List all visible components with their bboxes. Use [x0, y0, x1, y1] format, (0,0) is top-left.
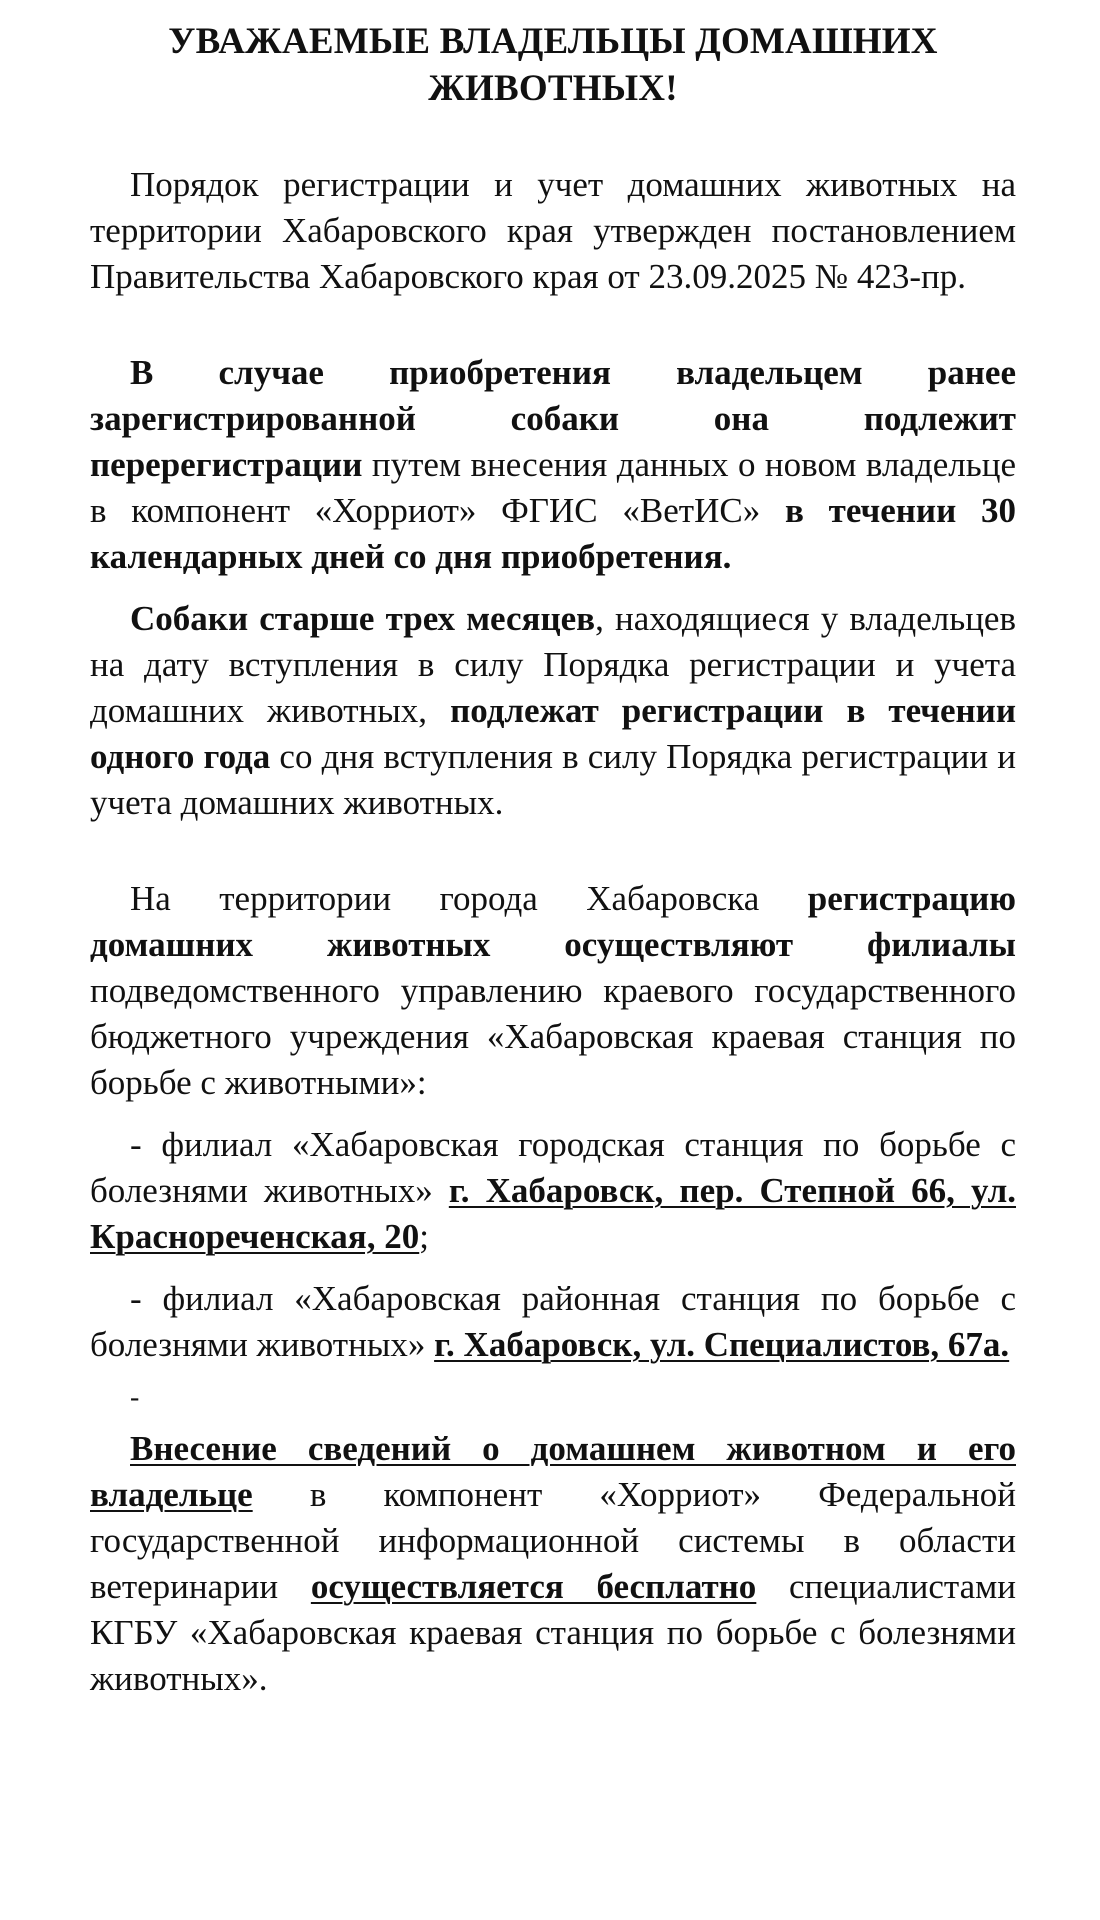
page-title	[90, 18, 1016, 112]
dogs-bold-1: Собаки старше трех месяцев	[130, 599, 596, 638]
branch-city-end: ;	[419, 1217, 429, 1256]
dogs-text-2: со дня вступления в силу Порядка регистрации и учета домашних животных.	[90, 737, 1016, 822]
paragraph-reregistration	[90, 350, 1016, 580]
branch-city-address: г. Хабаровск, пер. Степной 66, ул. Краснореченская, 20	[90, 1171, 1016, 1256]
free-registration-bold-underline-2: осуществляется бесплатно	[310, 1567, 757, 1606]
paragraph-registration-branches	[90, 876, 1016, 1106]
branches-text-1: На территории города Хабаровска	[130, 879, 808, 918]
free-registration-text-1: в компонент «Хорриот» Федеральной государственной информационной системы в области ветеринарии	[90, 1475, 1016, 1606]
paragraph-free-registration	[90, 1426, 1016, 1702]
free-registration-bold-underline-1: Внесение сведений о домашнем животном и его владельце	[90, 1429, 1016, 1514]
branch-district-text: - филиал «Хабаровская районная станция по борьбе с болезнями животных»	[90, 1279, 1016, 1364]
branch-city-text: - филиал «Хабаровская городская станция по борьбе с болезнями животных»	[90, 1125, 1016, 1210]
registration-order-text: Порядок регистрации и учет домашних животных на территории Хабаровского края утвержден постановлением Правительства Хабаровского края от 23.09.2025 № 423-пр.	[90, 165, 1016, 296]
dogs-bold-2: подлежат регистрации в течении одного года	[90, 691, 1017, 776]
title-line-2: ЖИВОТНЫХ!	[428, 68, 678, 109]
branch-city-station	[90, 1122, 1016, 1260]
paragraph-registration-order	[90, 162, 1016, 300]
title-line-1: УВАЖАЕМЫЕ ВЛАДЕЛЬЦЫ ДОМАШНИХ	[168, 21, 938, 62]
branches-text-2: подведомственного управлению краевого государственного бюджетного учреждения «Хабаровская краевая станция по борьбе с животными»:	[90, 971, 1016, 1102]
reregistration-text-1: путем внесения данных о новом владельце в компонент «Хорриот» ФГИС «ВетИС»	[90, 445, 1016, 530]
branches-bold-1: регистрацию домашних животных осуществляют филиалы	[90, 879, 1016, 964]
free-registration-text-2: специалистами КГБУ «Хабаровская краевая станция по борьбе с болезнями животных».	[90, 1567, 1016, 1698]
branch-district-station	[90, 1276, 1016, 1368]
branch-district-address: г. Хабаровск, ул. Специалистов, 67а.	[434, 1325, 1010, 1364]
separator-dash-text: -	[130, 1382, 140, 1413]
dogs-text-1: , находящиеся у владельцев на дату вступления в силу Порядка регистрации и учета домашних животных,	[90, 599, 1016, 730]
reregistration-bold-2: в течении 30 календарных дней со дня приобретения.	[90, 491, 1017, 576]
separator-dash	[90, 1380, 1016, 1416]
reregistration-bold-1: В случае приобретения владельцем ранее зарегистрированной собаки она подлежит перерегистрации	[90, 353, 1016, 484]
paragraph-dogs-older-three-months	[90, 596, 1016, 826]
